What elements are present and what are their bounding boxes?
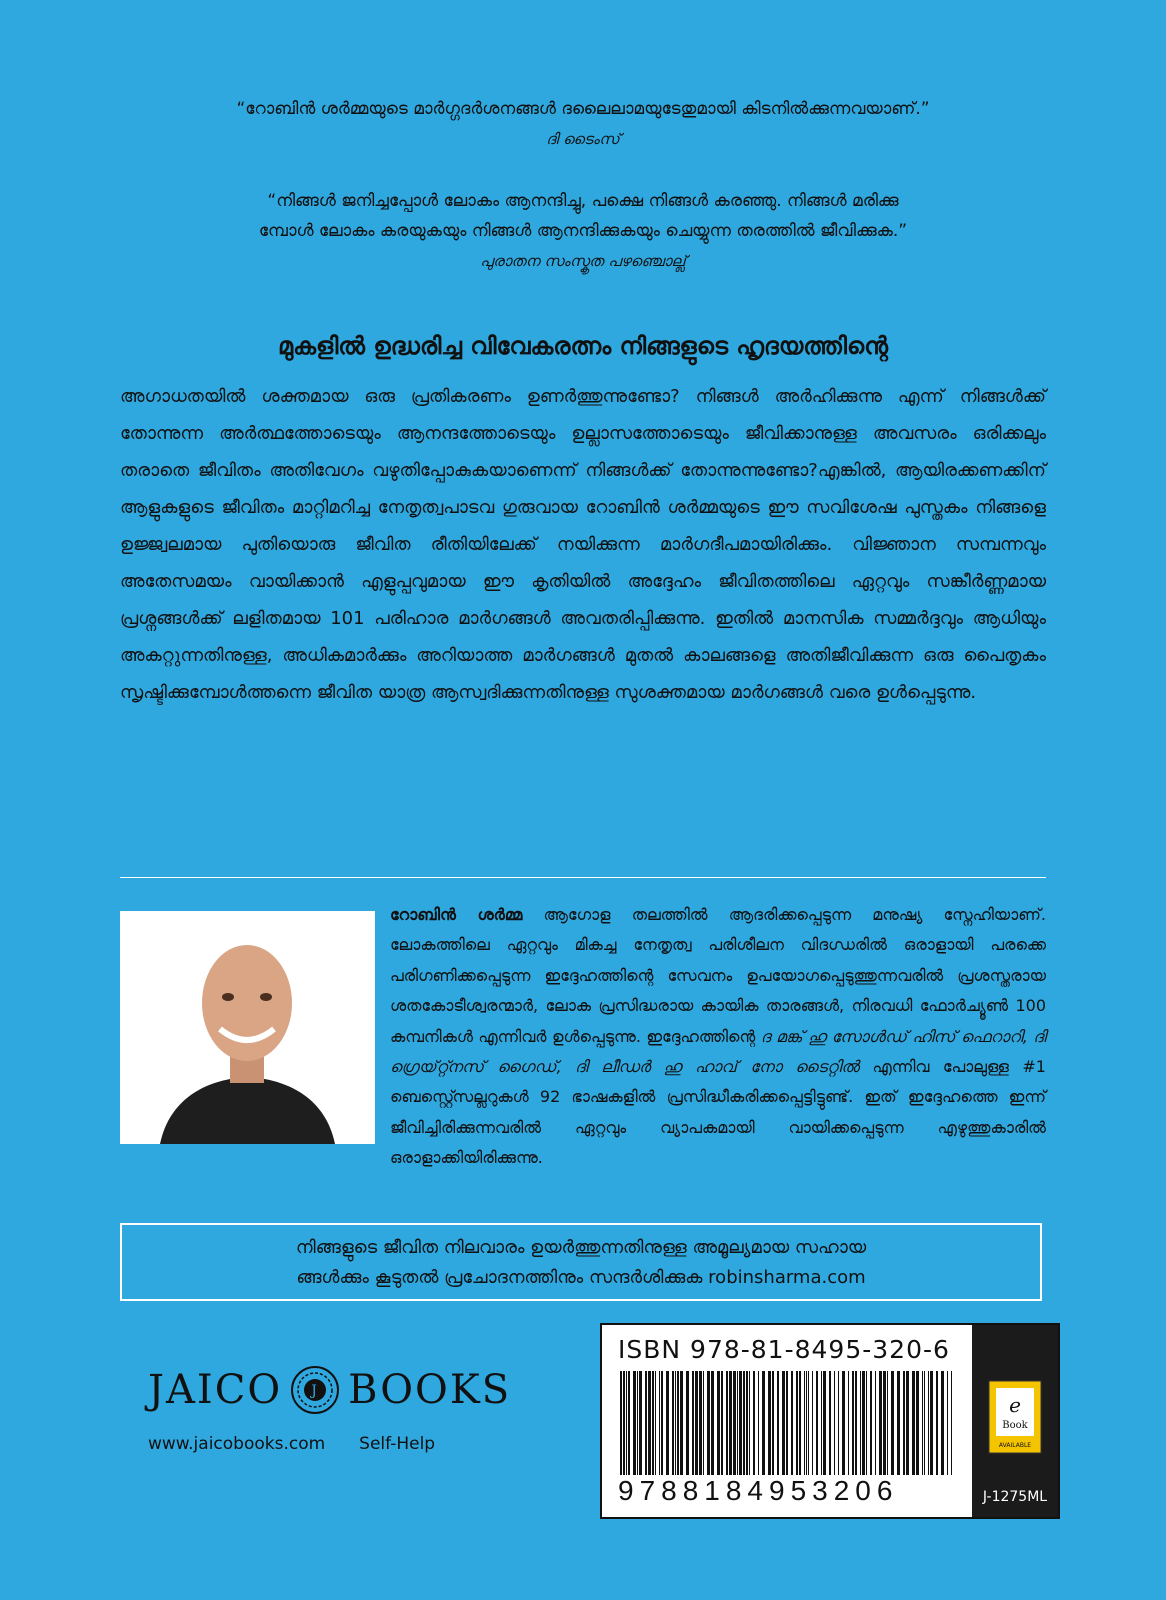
quote-proverb-source: പുരാതന സംസ്കൃത പഴഞ്ചൊല്ല് [480, 252, 686, 270]
publisher-name-right: BOOKS [348, 1367, 512, 1413]
quote-proverb-line2: മ്പോൾ ലോകം കരയുകയും നിങ്ങൾ ആനന്ദിക്കുകയും ചെയ്യുന്ന തരത്തിൽ ജീവിക്കുക.” [258, 221, 908, 241]
barcode-digits: 9788184953206 [618, 1475, 958, 1507]
author-name: റോബിൻ ശർമ്മ [390, 905, 523, 924]
website-callout-line1: നിങ്ങളുടെ ജീവിത നിലവാരം ഉയർത്തുന്നതിനുള്ള അമൂല്യമായ സഹായ [295, 1237, 867, 1258]
website-callout [120, 1223, 1042, 1301]
svg-text:AVAILABLE: AVAILABLE [998, 1442, 1032, 1449]
website-callout-line2: ങ്ങൾക്കും കൂടുതൽ പ്രചോദനത്തിനും സന്ദർശിക്കുക robinsharma.com [296, 1267, 866, 1288]
blurb-body: അഗാധതയിൽ ശക്തമായ ഒരു പ്രതികരണം ഉണർത്തുന്നുണ്ടോ? നിങ്ങൾ അർഹിക്കുന്നു എന്ന് നിങ്ങൾക്ക് തോന്നുന്ന അർത്ഥത്തോടെയും ആനന്ദത്തോടെയും ഉല്ലാസത്തോടെയും ജീവിക്കാനുള്ള അവസരം ഒരിക്കലും തരാതെ ജീവിതം അതിവേഗം വഴുതിപ്പോകുകയാണെന്ന് നിങ്ങൾക്ക് തോന്നുന്നുണ്ടോ?എങ്കിൽ, ആയിരക്കണക്കിന് ആളുകളുടെ ജീവിതം മാറ്റിമറിച്ച നേതൃത്വപാടവ ഗുരുവായ റോബിൻ ശർമ്മയുടെ ഈ സവിശേഷ പുസ്തകം നിങ്ങളെ ഉജ്ജ്വലമായ പുതിയൊരു ജീവിത രീതിയിലേക്ക് നയിക്കുന്ന മാർഗദീപമായിരിക്കും. വിജ്ഞാന സമ്പന്നവും അതേസമയം വായിക്കാൻ എളുപ്പവുമായ ഈ കൃതിയിൽ അദ്ദേഹം ജീവിതത്തിലെ ഏറ്റവും സങ്കീർണ്ണമായ പ്രശ്നങ്ങൾക്ക് ലളിതമായ 101 പരിഹാര മാർഗങ്ങൾ അവതരിപ്പിക്കുന്നു. ഇതിൽ മാനസിക സമ്മർദ്ദവും ആധിയും അകറ്റുന്നതിനുള്ള, അധികമാർക്കും അറിയാത്ത മാർഗങ്ങൾ മുതൽ കാലങ്ങളെ അതിജീവിക്കുന്ന ഒരു പൈതൃകം സൃഷ്ടിക്കുമ്പോൾത്തന്നെ ജീവിത യാത്ര ആസ്വദിക്കുന്നതിനുള്ള സുശക്തമായ മാർഗങ്ങൾ വരെ ഉൾപ്പെടുന്നു. [120, 386, 1046, 703]
author-book-titles: ദ മങ്ക് ഹു സോൾഡ് ഹിസ് ഫെറാറി, ദി ഗ്രെയ്റ്റ്നസ് ഗൈഡ്, ദി ലീഡർ ഹു ഹാവ് നോ ടൈറ്റിൽ [390, 1026, 1047, 1077]
publisher-emblem-icon [290, 1365, 340, 1415]
publisher-logo [148, 1360, 568, 1420]
publisher-name-left: JAICO [148, 1367, 283, 1413]
svg-text:Book: Book [1002, 1420, 1028, 1431]
quote-proverb [90, 186, 1076, 276]
publisher-info [148, 1434, 435, 1454]
quote-proverb-line1: “നിങ്ങൾ ജനിച്ചപ്പോൾ ലോകം ആനന്ദിച്ചു, പക്ഷെ നിങ്ങൾ കരഞ്ഞു. നിങ്ങൾ മരിക്കു [267, 191, 899, 211]
publisher-website: www.jaicobooks.com [148, 1434, 326, 1454]
author-bio-part2: എന്നിവ പോലുള്ള #1 ബെസ്റ്റ്സെല്ലറുകൾ 92 ഭാഷകളിൽ പ്രസിദ്ധീകരിക്കപ്പെട്ടിട്ടുണ്ട്. ഇത് ഇദ്ദേഹത്തെ ഇന്ന് ജീവിച്ചിരിക്കുന്നവരിൽ ഏറ്റവും വ്യാപകമായി വായിക്കപ്പെടുന്ന എഴുത്തുകാരിൽ ഒരാളാക്കിയിരിക്കുന്നു. [390, 1057, 1046, 1168]
section-divider [120, 877, 1046, 878]
isbn-box [600, 1323, 1060, 1519]
quote-times [90, 94, 1076, 154]
barcode [618, 1371, 958, 1491]
ebook-available-icon [988, 1380, 1042, 1454]
book-code: J-1275ML [982, 1489, 1048, 1505]
isbn-label: ISBN 978-81-8495-320-6 [618, 1335, 950, 1364]
author-bio-part1: ആഗോള തലത്തിൽ ആദരിക്കപ്പെടുന്ന മനുഷ്യ സ്നേഹിയാണ്. ലോകത്തിലെ ഏറ്റവും മികച്ച നേതൃത്വ പരിശീലന വിദഗ്ധരിൽ ഒരാളായി പരക്കെ പരിഗണിക്കപ്പെടുന്ന ഇദ്ദേഹത്തിന്റെ സേവനം ഉപയോഗപ്പെടുത്തുന്നവരിൽ പ്രശസ്തരായ ശതകോടീശ്വരന്മാർ, ലോക പ്രസിദ്ധരായ കായിക താരങ്ങൾ, നിരവധി ഫോർച്യൂൺ 100 കമ്പനികൾ എന്നിവർ ഉൾപ്പെടുന്നു. ഇദ്ദേഹത്തിന്റെ [390, 905, 1046, 1046]
blurb-headline: മുകളിൽ ഉദ്ധരിച്ച വിവേകരത്നം നിങ്ങളുടെ ഹൃദയത്തിന്റെ [278, 332, 888, 360]
quote-times-text: “റോബിൻ ശർമ്മയുടെ മാർഗ്ഗദർശനങ്ങൾ ദലൈലാമയുടേതുമായി കിടനിൽക്കുന്നവയാണ്.” [236, 99, 930, 119]
author-bio [120, 900, 1046, 1174]
book-category: Self-Help [359, 1434, 436, 1454]
side-panel [972, 1325, 1058, 1517]
svg-text:e: e [1009, 1393, 1021, 1417]
quote-times-source: ദി ടൈംസ് [546, 130, 620, 148]
svg-text:J: J [311, 1383, 319, 1399]
